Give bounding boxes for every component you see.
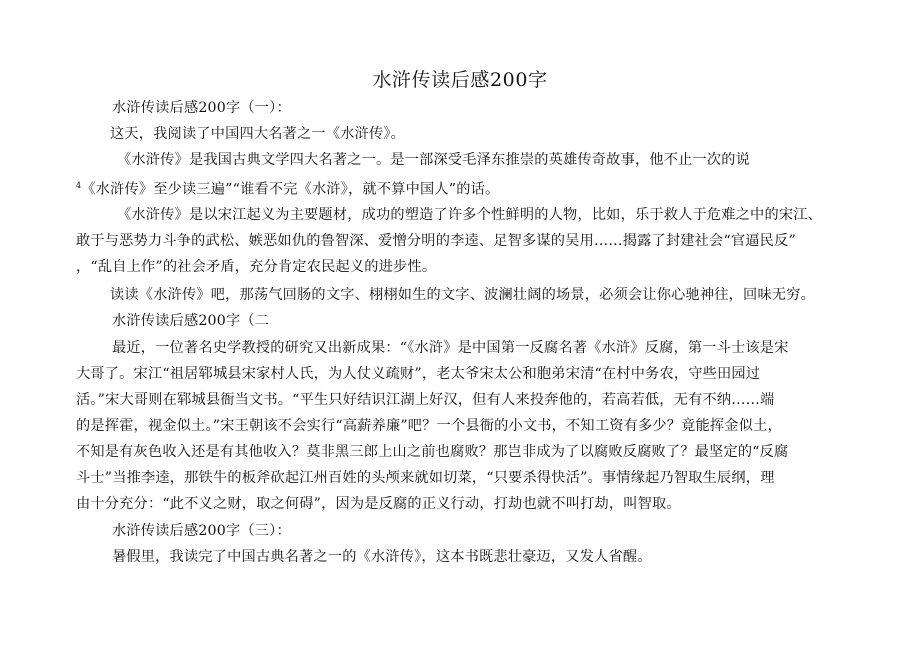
document-title: 水浒传读后感200字 bbox=[372, 69, 548, 91]
paragraph-line: 由十分充分：“此不义之财，取之何碍”，因为是反腐的正义行动，打劫也就不叫打劫，叫智取。 bbox=[76, 496, 681, 512]
paragraph-line bbox=[76, 176, 499, 200]
paragraph-line: 不知是有灰色收入还是有其他收入？莫非黑三郎上山之前也腐败？那岂非成为了以腐败反腐败了？最坚定的“反腐 bbox=[76, 444, 789, 460]
footnote-mark: 4 bbox=[76, 181, 82, 190]
paragraph-line: 的是挥霍，视金似土。”宋王朝该不会实行“高薪养廉”吧？一个县衙的小文书，不知工资有多少？竟能挥金似土， bbox=[76, 418, 782, 434]
paragraph-line: 敢于与恶势力斗争的武松、嫉恶如仇的鲁智深、爱憎分明的李逵、足智多谋的吴用……揭露了封建社会“官逼民反” bbox=[76, 233, 796, 249]
paragraph-line-text: 《水浒传》至少读三遍”“谁看不完《水浒》，就不算中国人”的话。 bbox=[81, 181, 500, 198]
paragraph-line: 大哥了。宋江“祖居郓城县宋家村人氏，为人仗义疏财”，老太爷宋太公和胞弟宋清“在村中务农，守些田园过 bbox=[76, 366, 761, 382]
paragraph-line: 《水浒传》是我国古典文学四大名著之一。是一部深受毛泽东推崇的英雄传奇故事，他不止一次的说 bbox=[117, 152, 751, 168]
paragraph-line: ，“乱自上作”的社会矛盾，充分肯定农民起义的进步性。 bbox=[76, 259, 437, 275]
paragraph-line: 最近，一位著名史学教授的研究又出新成果：“《水浒》是中国第一反腐名著《水浒》反腐，第一斗士该是宋 bbox=[112, 340, 789, 356]
section-heading-1: 水浒传读后感200字（一）： bbox=[112, 100, 291, 116]
section-heading-3: 水浒传读后感200字（三）： bbox=[112, 523, 291, 539]
paragraph-line: 活。”宋大哥则在郓城县衙当文书。“平生只好结识江湖上好汉，但有人来投奔他的，若高若低，无有不纳……端 bbox=[76, 392, 775, 408]
paragraph-line: 斗士”当推李逵，那铁牛的板斧砍起江州百姓的头颅来就如切菜，“只要杀得快活”。事情缘起乃智取生辰纲，理 bbox=[76, 470, 775, 486]
paragraph-line: 《水浒传》是以宋江起义为主要题材，成功的塑造了许多个性鲜明的人物，比如，乐于救人于危难之中的宋江、 bbox=[117, 207, 822, 223]
paragraph-line: 读读《水浒传》吧，那荡气回肠的文字、栩栩如生的文字、波澜壮阔的场景，必须会让你心驰神往，回味无穷。 bbox=[110, 287, 815, 303]
paragraph-line: 暑假里，我读完了中国古典名著之一的《水浒传》，这本书既悲壮豪迈，又发人省醒。 bbox=[112, 549, 652, 565]
section-heading-2: 水浒传读后感200字（二 bbox=[112, 313, 270, 329]
paragraph-line: 这天，我阅读了中国四大名著之一《水浒传》。 bbox=[110, 126, 406, 142]
